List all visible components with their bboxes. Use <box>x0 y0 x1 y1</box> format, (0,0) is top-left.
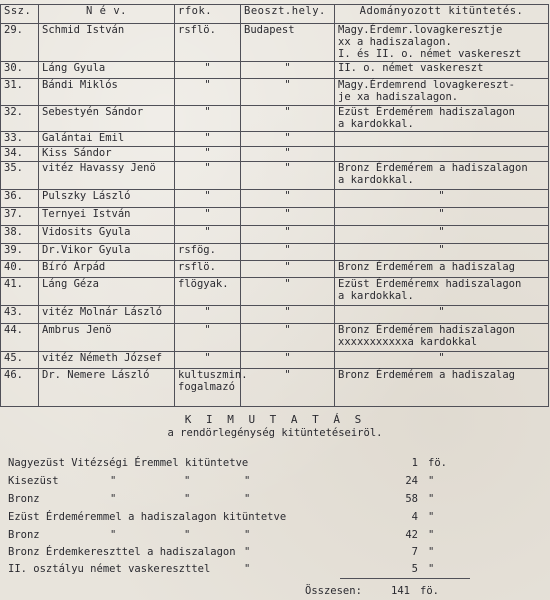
summary-row-count: 7 <box>411 546 418 558</box>
row-name <box>39 351 175 368</box>
summary-row-count: 24 <box>405 475 418 487</box>
row-award-line: Ezüst Érdeméremx hadiszalagon <box>338 277 522 290</box>
header-rank: rfok. <box>175 5 241 24</box>
row-place <box>241 62 335 79</box>
summary-row-count: 4 <box>411 511 418 523</box>
row-award-line: II. o. német vaskereszt <box>338 62 484 75</box>
summary-row-unit: " <box>428 546 435 558</box>
row-award-line: Ezüst Érdemérem hadiszalagon <box>338 105 516 118</box>
row-number-text: 32. <box>4 105 23 118</box>
row-award-line: " <box>438 351 445 364</box>
row-name <box>39 277 175 305</box>
header-number: Ssz. <box>1 5 39 24</box>
row-place-text: " <box>284 368 291 381</box>
summary-row-unit: " <box>428 493 435 505</box>
summary-subtitle: a rendörlegénység kitüntetéseiröl. <box>167 427 383 439</box>
row-award-line: " <box>438 207 445 220</box>
row-place <box>241 323 335 351</box>
row-award <box>335 105 549 132</box>
row-award <box>335 189 549 207</box>
row-place <box>241 225 335 243</box>
row-number <box>1 62 39 79</box>
row-rank-text: " <box>204 132 211 145</box>
row-number <box>1 323 39 351</box>
ditto-mark: " <box>184 493 191 505</box>
row-number-text: 37. <box>4 207 23 220</box>
ditto-mark: " <box>244 493 251 505</box>
row-rank-text: rsflö. <box>178 260 216 273</box>
row-name-text: Vidosits Gyula <box>42 225 131 238</box>
row-award <box>335 147 549 162</box>
row-award-line: " <box>438 305 445 318</box>
summary-title: K I M U T A T Á S <box>184 413 366 426</box>
row-award <box>335 351 549 368</box>
row-name-text: Ambrus Jenö <box>42 323 112 336</box>
summary-row <box>8 511 538 525</box>
summary-row-label: Kisezüst <box>8 475 59 487</box>
ditto-mark: " <box>244 563 251 575</box>
row-number-text: 45. <box>4 351 23 364</box>
row-name-text: Bándi Miklós <box>42 79 118 92</box>
row-award <box>335 79 549 106</box>
summary-row-unit: " <box>428 511 435 523</box>
table-row <box>1 323 549 351</box>
row-name-text: vitéz Molnár László <box>42 305 163 318</box>
row-rank <box>175 147 241 162</box>
row-name <box>39 189 175 207</box>
summary-row-label: Bronz Érdemkereszttel a hadiszalagon <box>8 546 236 558</box>
row-place-text: " <box>284 79 291 92</box>
row-name-text: Galántai Emil <box>42 132 125 145</box>
row-name <box>39 79 175 106</box>
table-row <box>1 161 549 189</box>
row-name-text: Láng Géza <box>42 277 99 290</box>
row-place-text: Budapest <box>244 24 295 36</box>
table-row <box>1 147 549 162</box>
row-name <box>39 24 175 62</box>
row-award-line: Bronz Érdemérem a hadiszalag <box>338 368 516 381</box>
total-unit: fö. <box>420 585 439 597</box>
row-number-text: 44. <box>4 323 23 336</box>
row-name-text: vitéz Németh József <box>42 351 163 364</box>
row-award-line: a kardokkal. <box>338 117 414 130</box>
row-award <box>335 260 549 277</box>
row-award <box>335 24 549 62</box>
row-award <box>335 207 549 225</box>
table-row <box>1 24 549 62</box>
row-number-text: 46. <box>4 368 23 381</box>
row-number <box>1 79 39 106</box>
row-place-text: " <box>284 132 291 145</box>
row-rank-text: " <box>204 79 211 92</box>
row-name <box>39 161 175 189</box>
ditto-mark: " <box>244 529 251 541</box>
row-rank-text: " <box>204 105 211 118</box>
row-number <box>1 161 39 189</box>
row-rank <box>175 161 241 189</box>
row-award-line: je xa hadiszalagon. <box>338 91 459 103</box>
table-row <box>1 260 549 277</box>
ditto-mark: " <box>184 475 191 487</box>
ditto-mark: " <box>110 493 117 505</box>
row-number <box>1 305 39 323</box>
summary-row <box>8 529 538 543</box>
row-name-text: vitéz Havassy Jenö <box>42 161 156 174</box>
row-award <box>335 368 549 406</box>
summary-row-count: 1 <box>411 457 418 469</box>
row-number-text: 34. <box>4 147 23 159</box>
row-rank-text: " <box>204 323 211 336</box>
row-name <box>39 323 175 351</box>
row-rank <box>175 207 241 225</box>
row-award-line: Bronz Érdemérem a hadiszalag <box>338 260 516 273</box>
row-name <box>39 105 175 132</box>
register-table <box>0 4 549 407</box>
row-name <box>39 132 175 147</box>
row-award-line: Magy.Érdemrend lovagkereszt- <box>338 79 516 92</box>
row-place-text: " <box>284 105 291 118</box>
row-number <box>1 189 39 207</box>
summary-row-label: Bronz <box>8 529 40 541</box>
row-place <box>241 305 335 323</box>
row-number <box>1 351 39 368</box>
row-number <box>1 225 39 243</box>
row-number-text: 33. <box>4 132 23 145</box>
row-rank-text: " <box>204 147 211 159</box>
table-row <box>1 277 549 305</box>
row-number <box>1 132 39 147</box>
row-place-text: " <box>284 323 291 336</box>
row-place-text: " <box>284 62 291 75</box>
row-number-text: 43. <box>4 305 23 318</box>
row-award <box>335 161 549 189</box>
row-award <box>335 132 549 147</box>
row-place-text: " <box>284 243 291 256</box>
summary-row-count: 42 <box>405 529 418 541</box>
summary-row-unit: " <box>428 475 435 487</box>
row-place <box>241 260 335 277</box>
table-body <box>1 24 549 407</box>
summary-row-count: 58 <box>405 493 418 505</box>
row-award <box>335 243 549 260</box>
summary-row-label: II. osztályu német vaskereszttel <box>8 563 211 575</box>
row-number <box>1 147 39 162</box>
row-place-text: " <box>284 161 291 174</box>
row-award-line: " <box>438 189 445 202</box>
table-row <box>1 189 549 207</box>
row-award-line: Bronz Érdemérem hadiszalagon <box>338 323 516 336</box>
row-award <box>335 277 549 305</box>
row-name-text: Kiss Sándor <box>42 147 112 159</box>
table-row <box>1 105 549 132</box>
row-rank <box>175 105 241 132</box>
table-row <box>1 207 549 225</box>
row-award <box>335 305 549 323</box>
row-name-text: Bíró Árpád <box>42 260 106 273</box>
row-award-line: " <box>438 243 445 256</box>
summary-row <box>8 546 538 560</box>
row-rank <box>175 243 241 260</box>
row-place-text: " <box>284 225 291 238</box>
row-place <box>241 79 335 106</box>
row-rank-text: kultuszmin. <box>178 368 248 381</box>
table-row <box>1 351 549 368</box>
table-row <box>1 225 549 243</box>
summary-row-label: Bronz <box>8 493 40 505</box>
table-row <box>1 62 549 79</box>
row-place <box>241 368 335 406</box>
row-name-text: Sebestyén Sándor <box>42 105 144 118</box>
header-name: N é v. <box>39 5 175 24</box>
summary-row-label: Nagyezüst Vitézségi Éremmel kitüntetve <box>8 457 249 469</box>
row-number <box>1 207 39 225</box>
summary-row <box>8 493 538 507</box>
summary-row <box>8 563 538 577</box>
row-rank <box>175 368 248 406</box>
row-place <box>241 105 335 132</box>
summary-row-unit: fö. <box>428 457 447 469</box>
row-name <box>39 62 175 79</box>
row-number <box>1 260 39 277</box>
row-place-text: " <box>284 277 291 290</box>
table-row <box>1 243 549 260</box>
row-place <box>241 161 335 189</box>
table-row <box>1 132 549 147</box>
table-row <box>1 368 549 406</box>
table-row <box>1 305 549 323</box>
row-rank <box>175 189 241 207</box>
row-rank-text: flögyak. <box>178 277 229 290</box>
ditto-mark: " <box>244 546 251 558</box>
row-award-line: " <box>438 225 445 238</box>
row-name-text: Ternyei István <box>42 207 131 220</box>
row-award <box>335 62 549 79</box>
row-rank-text: " <box>204 225 211 238</box>
row-place-text: " <box>284 147 291 159</box>
ditto-mark: " <box>244 475 251 487</box>
row-name-text: Láng Gyula <box>42 62 106 75</box>
row-name-text: Schmid István <box>42 24 125 36</box>
row-name <box>39 207 175 225</box>
row-rank <box>175 24 241 62</box>
row-place <box>241 277 335 305</box>
summary-row <box>8 457 538 471</box>
row-place-text: " <box>284 260 291 273</box>
row-place <box>241 243 335 260</box>
row-rank <box>175 132 241 147</box>
row-rank <box>175 79 241 106</box>
row-place <box>241 132 335 147</box>
total-value: 141 <box>391 585 410 597</box>
row-rank-text: " <box>204 351 211 364</box>
summary-row-label: Ezüst Érdeméremmel a hadiszalagon kitüntetve <box>8 511 287 523</box>
summary-row-count: 5 <box>411 563 418 575</box>
row-place-text: " <box>284 351 291 364</box>
row-place <box>241 189 335 207</box>
row-number <box>1 368 39 406</box>
row-place-text: " <box>284 207 291 220</box>
row-name-text: Pulszky László <box>42 189 131 202</box>
row-place-text: " <box>284 189 291 202</box>
row-name <box>39 260 175 277</box>
row-rank-text-2: fogalmazó <box>178 380 235 393</box>
row-rank <box>175 62 241 79</box>
table-row <box>1 79 549 106</box>
row-rank-text: " <box>204 62 211 75</box>
row-place <box>241 351 335 368</box>
row-rank-text: " <box>204 207 211 220</box>
header-award: Adományozott kitüntetés. <box>335 5 549 24</box>
row-rank-text: rsflö. <box>178 24 216 36</box>
row-award-line: Magy.Érdemr.lovagkeresztje <box>338 24 503 36</box>
summary-row-unit: " <box>428 563 435 575</box>
ditto-mark: " <box>184 529 191 541</box>
row-rank-text: " <box>204 161 211 174</box>
row-name <box>39 225 175 243</box>
row-award-line: xxxxxxxxxxxa kardokkal <box>338 335 478 348</box>
row-name-text: Dr.Vikor Gyula <box>42 243 131 256</box>
row-number-text: 30. <box>4 62 23 75</box>
row-number <box>1 105 39 132</box>
row-number-text: 29. <box>4 24 23 36</box>
row-number-text: 31. <box>4 79 23 92</box>
row-number <box>1 277 39 305</box>
row-rank-text: rsfög. <box>178 243 216 256</box>
row-rank <box>175 305 241 323</box>
row-name <box>39 368 175 406</box>
ditto-mark: " <box>110 475 117 487</box>
row-number-text: 40. <box>4 260 23 273</box>
header-place: Beoszt.hely. <box>241 5 335 24</box>
row-number <box>1 243 39 260</box>
row-number <box>1 24 39 62</box>
summary-row-unit: " <box>428 529 435 541</box>
row-place <box>241 207 335 225</box>
ditto-mark: " <box>110 529 117 541</box>
row-award <box>335 323 549 351</box>
row-award-line: a kardokkal. <box>338 173 414 186</box>
row-award-line: xx a hadiszalagon. <box>338 35 452 48</box>
row-rank <box>175 225 241 243</box>
row-rank <box>175 277 241 305</box>
row-rank <box>175 260 241 277</box>
row-award-line: a kardokkal. <box>338 289 414 302</box>
row-name <box>39 305 175 323</box>
row-award <box>335 225 549 243</box>
row-place <box>241 24 335 62</box>
row-rank <box>175 323 241 351</box>
row-place <box>241 147 335 162</box>
row-number-text: 39. <box>4 243 23 256</box>
row-number-text: 35. <box>4 161 23 174</box>
row-name <box>39 243 175 260</box>
row-number-text: 36. <box>4 189 23 202</box>
row-rank-text: " <box>204 189 211 202</box>
row-rank-text: " <box>204 305 211 318</box>
row-rank <box>175 351 241 368</box>
table-header-row <box>1 5 549 24</box>
row-award-line: I. és II. o. német vaskereszt <box>338 47 522 60</box>
row-number-text: 38. <box>4 225 23 238</box>
total-label: Összesen: <box>305 585 362 597</box>
row-name <box>39 147 175 162</box>
summary-row <box>8 475 538 489</box>
row-name-text: Dr. Nemere László <box>42 368 150 381</box>
row-place-text: " <box>284 305 291 318</box>
row-award-line: Bronz Érdemérem a hadiszalagon <box>338 161 528 174</box>
row-number-text: 41. <box>4 277 23 290</box>
total-rule <box>340 578 470 579</box>
